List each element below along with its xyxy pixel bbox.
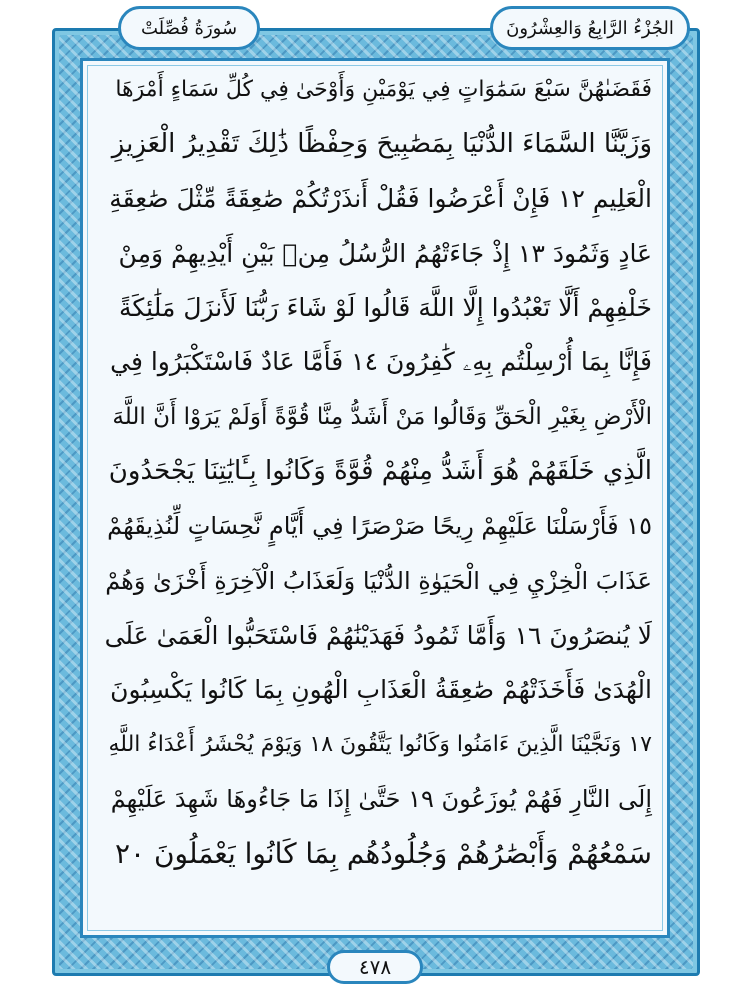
verse-lines bbox=[100, 62, 652, 881]
verse-line bbox=[100, 826, 652, 881]
line-text: عَذَابَ الْخِزْيِ فِي الْحَيَوٰةِ الدُّنْيَا وَلَعَذَابُ الْآخِرَةِ أَخْزَىٰ وَهُمْ bbox=[105, 566, 652, 595]
verse-line bbox=[100, 171, 652, 226]
verse-line bbox=[100, 117, 652, 172]
verse-line bbox=[100, 280, 652, 335]
line-text: فَقَضَىٰهُنَّ سَبْعَ سَمَٰوَاتٍ فِي يَوْمَيْنِ وَأَوْحَىٰ فِي كُلِّ سَمَاءٍ أَمْرَهَا bbox=[115, 76, 652, 102]
line-text: عَادٍ وَثَمُودَ ١٣ إِذْ جَاءَتْهُمُ الرُّسُلُ مِنۢ بَيْنِ أَيْدِيهِمْ وَمِنْ bbox=[118, 238, 652, 268]
verse-line bbox=[100, 226, 652, 281]
line-text: ١٧ وَنَجَّيْنَا الَّذِينَ ءَامَنُوا وَكَانُوا يَتَّقُونَ ١٨ وَيَوْمَ يُحْشَرُ أَعْدَاءُ اللَّهِ bbox=[108, 731, 652, 757]
verse-line bbox=[100, 553, 652, 608]
line-text: فَإِنَّا بِمَا أُرْسِلْتُم بِهِۦ كَٰفِرُونَ ١٤ فَأَمَّا عَادٌ فَاسْتَكْبَرُوا فِي bbox=[110, 347, 652, 377]
line-text: إِلَى النَّارِ فَهُمْ يُوزَعُونَ ١٩ حَتَّىٰ إِذَا مَا جَاءُوهَا شَهِدَ عَلَيْهِمْ bbox=[110, 785, 652, 814]
verse-line bbox=[100, 499, 652, 554]
line-text: ١٥ فَأَرْسَلْنَا عَلَيْهِمْ رِيحًا صَرْصَرًا فِي أَيَّامٍ نَّحِسَاتٍ لِّنُذِيقَهُمْ bbox=[107, 512, 652, 541]
line-text: سَمْعُهُمْ وَأَبْصَٰرُهُمْ وَجُلُودُهُم بِمَا كَانُوا يَعْمَلُونَ ٢٠ bbox=[114, 837, 652, 871]
verse-line bbox=[100, 772, 652, 827]
verse-line bbox=[100, 62, 652, 117]
line-text: الَّذِي خَلَقَهُمْ هُوَ أَشَدُّ مِنْهُمْ قُوَّةً وَكَانُوا بِـَٔايَٰتِنَا يَجْحَدُونَ bbox=[108, 456, 652, 487]
line-text: لَا يُنصَرُونَ ١٦ وَأَمَّا ثَمُودُ فَهَدَيْنَٰهُمْ فَاسْتَحَبُّوا الْعَمَىٰ عَلَى bbox=[104, 620, 652, 650]
verse-line bbox=[100, 444, 652, 499]
line-text: الْعَلِيمِ ١٢ فَإِنْ أَعْرَضُوا فَقُلْ أَنذَرْتُكُمْ صَٰعِقَةً مِّثْلَ صَٰعِقَةِ bbox=[109, 183, 652, 213]
line-text: خَلْفِهِمْ أَلَّا تَعْبُدُوا إِلَّا اللَّهَ قَالُوا لَوْ شَاءَ رَبُّنَا لَأَنزَلَ مَلَٰئِكَةً bbox=[118, 293, 652, 323]
verse-line bbox=[100, 335, 652, 390]
juz-label: الجُزْءُ الرَّابِعُ وَالعِشْرُونَ bbox=[490, 6, 690, 50]
verse-line bbox=[100, 390, 652, 445]
page-number: ٤٧٨ bbox=[327, 950, 423, 984]
verse-line bbox=[100, 717, 652, 772]
surah-label: سُورَةُ فُصِّلَتْ bbox=[118, 6, 260, 50]
line-text: الْهُدَىٰ فَأَخَذَتْهُمْ صَٰعِقَةُ الْعَذَابِ الْهُونِ بِمَا كَانُوا يَكْسِبُونَ bbox=[110, 675, 652, 705]
line-text: وَزَيَّنَّا السَّمَاءَ الدُّنْيَا بِمَصَٰبِيحَ وَحِفْظًا ذَٰلِكَ تَقْدِيرُ الْعَزِيزِ bbox=[111, 128, 652, 159]
line-text: الْأَرْضِ بِغَيْرِ الْحَقِّ وَقَالُوا مَنْ أَشَدُّ مِنَّا قُوَّةً أَوَلَمْ يَرَوْا أَنَّ اللَّهَ bbox=[112, 403, 652, 430]
verse-line bbox=[100, 608, 652, 663]
verse-line bbox=[100, 663, 652, 718]
